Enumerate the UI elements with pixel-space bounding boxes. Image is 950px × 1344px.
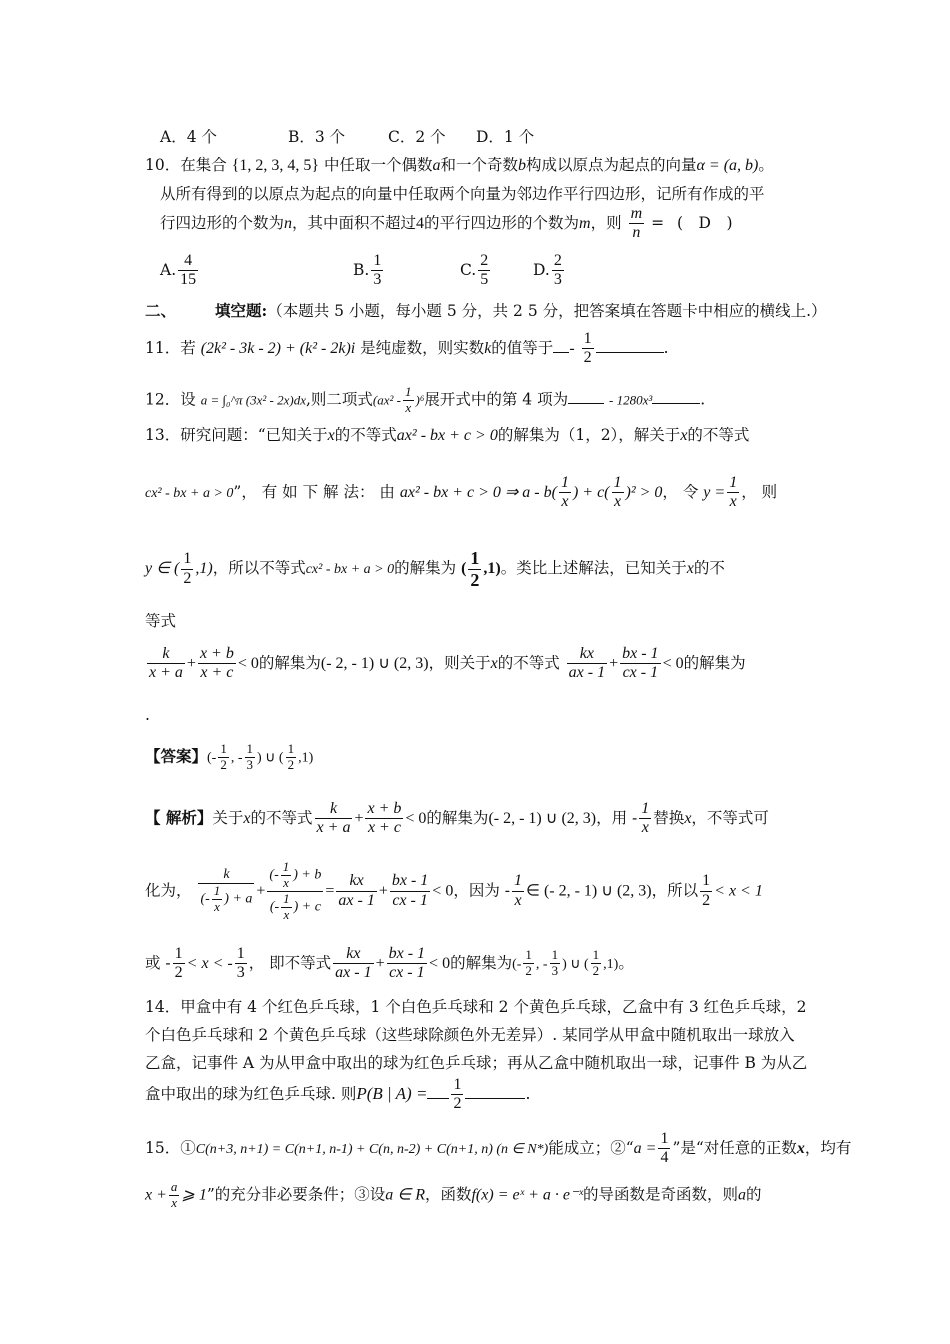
q11-answer-frac: $\frac{1}{2}$: [583, 330, 592, 367]
q14-answer-frac: $\frac{1}{2}$: [453, 1076, 462, 1113]
q12-integral: a = ∫₀^π (3x² - 2x)dx: [200, 392, 306, 408]
q9-option-c: C．2 个: [388, 128, 446, 146]
q11-answer-sign: -: [569, 339, 575, 357]
q10-line-2: 从所有得到的以原点为起点的向量中任取两个向量为邻边作平行四边形，记所有作成的平: [160, 185, 765, 203]
q10-options: A. $\frac{4}{15}$ B. $\frac{1}{3}$ C. $\frac{2}{5}$ D. $\frac{2}{3}$: [160, 252, 562, 289]
q11: 11．若 (2k² - 3k - 2) + (k² - 2k)i 是纯虚数，则实数k的值等于 - $\frac{1}{2}$ .: [145, 330, 669, 367]
q15-line-2: x + $\frac{a}{x}$ ⩾ 1”的充分非必要条件；③设a ∈ R，函数f(x) = eˣ + a · e⁻ˣ的导函数是奇函数，则a的: [145, 1179, 762, 1210]
q13-analysis-line-1: 【 解析】关于x的不等式 $\frac{k}{x + a}$ + $\frac{x + b}{x + c}$ < 0的解集为(- 2, - 1) ∪ (2, 3)，用 - $\frac{1}{x}$ 替换x，不等式可: [145, 800, 769, 837]
q14-line-3: 乙盒，记事件 A 为从甲盒中取出的球为红色乒乓球；再从乙盒中随机取出一球，记事件 B 为从乙: [145, 1054, 808, 1072]
q13-answer-frac: $\frac{1}{2}$: [470, 548, 480, 590]
q14-line-4: 盒中取出的球为红色乒乓球. 则P(B | A) = $\frac{1}{2}$ .: [145, 1076, 531, 1113]
section-title: 填空题:: [214, 301, 268, 320]
q10-set: {1, 2, 3, 4, 5}: [231, 157, 320, 174]
q10-line-1: 10．在集合 {1, 2, 3, 4, 5} 中任取一个偶数a和一个奇数b构成以原点为起点的向量α = (a, b)。: [145, 156, 774, 174]
q15-line-1: 15．①C(n+3, n+1) = C(n+1, n-1) + C(n, n-2) + C(n+1, n) (n ∈ N*)能成立；②“a = $\frac{1}{4}$ ”是“对任意的正数x，均有: [145, 1130, 852, 1167]
q10-option-c-frac: $\frac{2}{5}$: [480, 252, 489, 289]
q13-line-1: 13．研究问题：“已知关于x的不等式ax² - bx + c > 0的解集为（1，2），解关于x的不等式: [145, 426, 750, 444]
section-number: 二、: [145, 301, 177, 320]
q10-line-3: 行四边形的个数为n，其中面积不超过4的平行四边形的个数为m，则 $\frac{m}{n}$ = ( D ): [160, 205, 733, 242]
q12: 12．设 a = ∫₀^π (3x² - 2x)dx,则二项式(ax² - $\frac{1}{x}$ )⁶展开式中的第 4 项为 - 1280x³ .: [145, 384, 706, 415]
q13-analysis-line-3: 或 - $\frac{1}{2}$ < x < - $\frac{1}{3}$ ， 即不等式 $\frac{kx}{ax - 1}$ + $\frac{bx - 1}{cx - 1}$ < 0的解集为(- $\frac{1}{2}$ , - $\frac{1}{3}$ ) ∪ ( $\frac{1}{2}$ ,1)。: [145, 945, 634, 982]
q13-line-5: $\frac{k}{x + a}$ + $\frac{x + b}{x + c}$ < 0的解集为(- 2, - 1) ∪ (2, 3)，则关于x的不等式 $\frac{kx}{ax - 1}$ + $\frac{bx - 1}{cx - 1}$ < 0的解集为: [149, 645, 746, 682]
q13-line-3: y ∈ ( $\frac{1}{2}$ ,1)，所以不等式cx² - bx + a > 0的解集为 ( $\frac{1}{2}$ ,1)。类比上述解法，已知关于x的不: [145, 548, 725, 590]
q15-combination-identity: C(n+3, n+1) = C(n+1, n-1) + C(n, n-2) + C(n+1, n) (n ∈ N*): [195, 1141, 549, 1157]
section-description: （本题共 5 小题，每小题 5 分，共 2 5 分，把答案填在答题卡中相应的横线上.）: [267, 302, 827, 320]
q9-option-a: A．4 个: [160, 128, 217, 146]
q14-line-1: 14．甲盒中有 4 个红色乒乓球，1 个白色乒乓球和 2 个黄色乒乓球，乙盒中有 3 红色乒乓球，2: [145, 998, 807, 1016]
q10-option-a-frac: $\frac{4}{15}$: [180, 252, 197, 289]
q13-line-6: .: [145, 706, 150, 724]
q10-option-b-frac: $\frac{1}{3}$: [373, 252, 382, 289]
q9-option-b: B．3 个: [288, 128, 346, 146]
q13-line-2: cx² - bx + a > 0”， 有 如 下 解 法： 由 ax² - bx + c > 0 ⇒ a - b( $\frac{1}{x}$ ) + c( $\frac{1}{x}$ )² > 0， 令 y = $\frac{1}{x}$ ， 则: [145, 474, 778, 511]
q12-frac: $\frac{1}{x}$: [405, 384, 412, 415]
q10-answer: ( D ): [677, 213, 733, 232]
section-2-header: [145, 302, 827, 321]
q9-options: [160, 128, 535, 147]
q10-fraction-m-over-n: $\frac{m}{n}$: [630, 205, 643, 242]
q10-vector: α = (a, b): [696, 157, 759, 174]
q12-answer: - 1280x³: [609, 392, 653, 408]
q10-option-d-frac: $\frac{2}{3}$: [553, 252, 562, 289]
q13-answer: 【答案】(- $\frac{1}{2}$ , - $\frac{1}{3}$ ) ∪ ( $\frac{1}{2}$ ,1): [145, 741, 314, 772]
q14-line-2: 个白色乒乓球和 2 个黄色乒乓球（这些球除颜色外无差异）. 某同学从甲盒中随机取出一球放入: [145, 1026, 795, 1044]
q13-line-4: 等式: [145, 612, 177, 630]
q13-analysis-line-2: 化为， k (- $\frac{1}{x}$ ) + a + (- $\frac{1}{x}$ ) + b (- $\frac{1}{x}$ ) + c = $\frac{kx}{ax - 1}$ + $\frac{bx - 1}{cx - 1}$ < 0，因为 - $\frac{1}{x}$ ∈ (- 2, - 1) ∪ (2, 3)，所以 $\frac{1}{2}$ < x < 1: [145, 859, 763, 922]
q11-expression: (2k² - 3k - 2) + (k² - 2k)i: [200, 339, 356, 357]
answer-label: 【答案】: [145, 746, 208, 766]
analysis-label: 【 解析】: [145, 807, 213, 827]
q9-option-d: D．1 个: [476, 128, 535, 146]
